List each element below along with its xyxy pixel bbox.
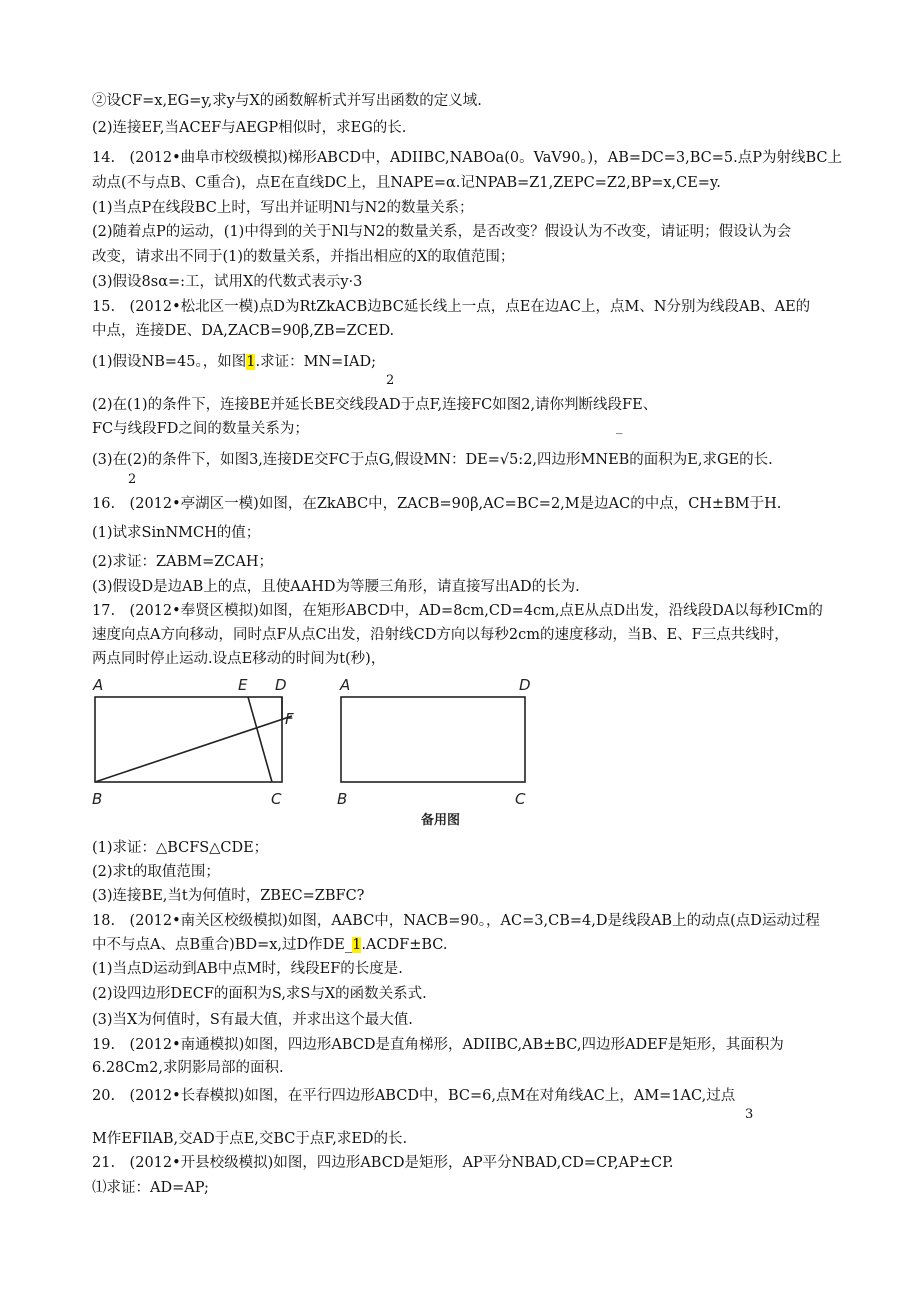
highlight-mark: 1 (352, 937, 362, 953)
text-line: 14. (2012•曲阜市校级模拟)梯形ABCD中，ADIIBC,NABOa(0。VaV90。)，AB=DC=3,BC=5.点P为射线BC上 (92, 150, 842, 166)
text-line: 19. (2012•南通模拟)如图，四边形ABCD是直角梯形，ADIIBC,AB±BC,四边形ADEF是矩形，其面积为 (92, 1037, 784, 1053)
question-18-line-1: 18. (2012•南关区校级模拟)如图，AABC中，NACB=90。，AC=3,CB=4,D是线段AB上的动点(点D运动过程 (92, 913, 820, 929)
q18-pre: 中不与点A、点B重合)BD=x,过D作DE_ (92, 937, 353, 953)
text-line: 中点，连接DE、DA,ZACB=90β,ZB=ZCED. (92, 323, 395, 339)
highlight-mark: 1 (246, 354, 256, 370)
text-line: (1)当点P在线段BC上时，写出并证明Nl与N2的数量关系； (92, 200, 474, 216)
text-line: ⑴求证：AD=AP; (92, 1180, 209, 1196)
text-line: 两点同时停止运动.设点E移动的时间为t(秒)， (92, 651, 386, 667)
backup-rectangle (341, 697, 525, 782)
text-line: (3)在(2)的条件下，如图3,连接DE交FC于点G,假设MN：DE=√5:2,四边形MNEB的面积为E,求GE的长. (92, 452, 773, 468)
q18-post: .ACDF±BC. (361, 937, 448, 953)
text-line: FC与线段FD之间的数量关系为； (92, 421, 309, 437)
text-line: 动点(不与点B、C重合)，点E在直线DC上，且NAPE=α.记NPAB=Z1,ZEPC=Z2,BP=x,CE=y. (92, 175, 721, 191)
q15-1-pre: (1)假设NB=45。，如图 (92, 354, 247, 370)
rectangle-abcd (95, 697, 282, 782)
backup-label-b: B (337, 790, 348, 808)
stray-mark: 3 (745, 1107, 754, 1122)
text-line: 速度向点A方向移动，同时点F从点C出发，沿射线CD方向以每秒2cm的速度移动，当B、E、F三点共线时， (92, 627, 789, 643)
backup-label-a: A (340, 676, 351, 694)
text-line: (1)求证：△BCFS△CDE； (92, 840, 269, 856)
question-15-part-1 (92, 352, 376, 372)
segment-ec (248, 697, 272, 782)
question-18-line-2 (92, 935, 447, 955)
text-line: (2)求t的取值范围； (92, 864, 220, 880)
text-line: (1)试求SinNMCH的值； (92, 525, 261, 541)
text-line: 改变，请求出不同于(1)的数量关系，并指出相应的X的取值范围； (92, 249, 515, 265)
text-line: 17. (2012•奉贤区模拟)如图，在矩形ABCD中，AD=8cm,CD=4cm,点E从点D出发，沿线段DA以每秒ICm的 (92, 603, 823, 619)
label-a: A (93, 676, 104, 694)
text-line: (3)假设8sα=:工，试用X的代数式表示y·3 (92, 274, 363, 290)
text-line: 15. (2012•松北区一模)点D为RtZkACB边BC延长线上一点，点E在边AC上，点M、N分别为线段AB、AE的 (92, 299, 811, 315)
stray-mark: 2 (128, 472, 137, 487)
text-line: (2)求证：ZABM=ZCAH； (92, 554, 274, 570)
stray-mark: 2 (386, 373, 395, 388)
rectangle-with-lines (95, 697, 292, 782)
label-b: B (92, 790, 103, 808)
text-line: ②设CF=x,EG=y,求y与X的函数解析式并写出函数的定义域. (92, 93, 482, 109)
stray-mark: _ (616, 420, 623, 435)
backup-label-c: C (515, 790, 526, 808)
label-c: C (271, 790, 282, 808)
text-line: M作EFIlAB,交AD于点E,交BC于点F,求ED的长. (92, 1131, 408, 1147)
text-line: (2)随着点P的运动，(1)中得到的关于Nl与N2的数量关系，是否改变？假设认为不改变，请证明；假设认为会 (92, 224, 792, 240)
text-line: (2)设四边形DECF的面积为S,求S与X的函数关系式. (92, 986, 427, 1002)
label-f: F (285, 710, 294, 728)
text-line: 21. (2012•开县校级模拟)如图，四边形ABCD是矩形，AP平分NBAD,CD=CP,AP±CP. (92, 1155, 674, 1171)
q15-1-post: .求证：MN=IAD; (255, 354, 376, 370)
text-line: (2)连接EF,当ACEF与AEGP相似时，求EG的长. (92, 120, 407, 136)
text-line: 16. (2012•亭湖区一模)如图，在ZkABC中，ZACB=90β,AC=BC=2,M是边AC的中点，CH±BM于H. (92, 496, 782, 512)
backup-figure-caption: 备用图 (421, 813, 461, 828)
backup-label-d: D (519, 676, 531, 694)
geometry-figure (85, 670, 545, 835)
text-line: (1)当点D运动到AB中点M时，线段EF的长度是. (92, 961, 403, 977)
label-e: E (238, 676, 248, 694)
text-line: (3)连接BE,当t为何值时，ZBEC=ZBFC? (92, 888, 365, 904)
text-line: (3)当X为何值时，S有最大值，并求出这个最大值. (92, 1012, 413, 1028)
label-d: D (275, 676, 287, 694)
text-line: (2)在(1)的条件下，连接BE并延长BE交线段AD于点F,连接FC如图2,请你判断线段FE、 (92, 397, 658, 413)
text-line: (3)假设D是边AB上的点，且使AAHD为等腰三角形，请直接写出AD的长为. (92, 579, 580, 595)
text-line: 6.28Cm2,求阴影局部的面积. (92, 1060, 284, 1076)
text-line: 20. (2012•长春模拟)如图，在平行四边形ABCD中，BC=6,点M在对角线AC上，AM=1AC,过点 (92, 1088, 736, 1104)
